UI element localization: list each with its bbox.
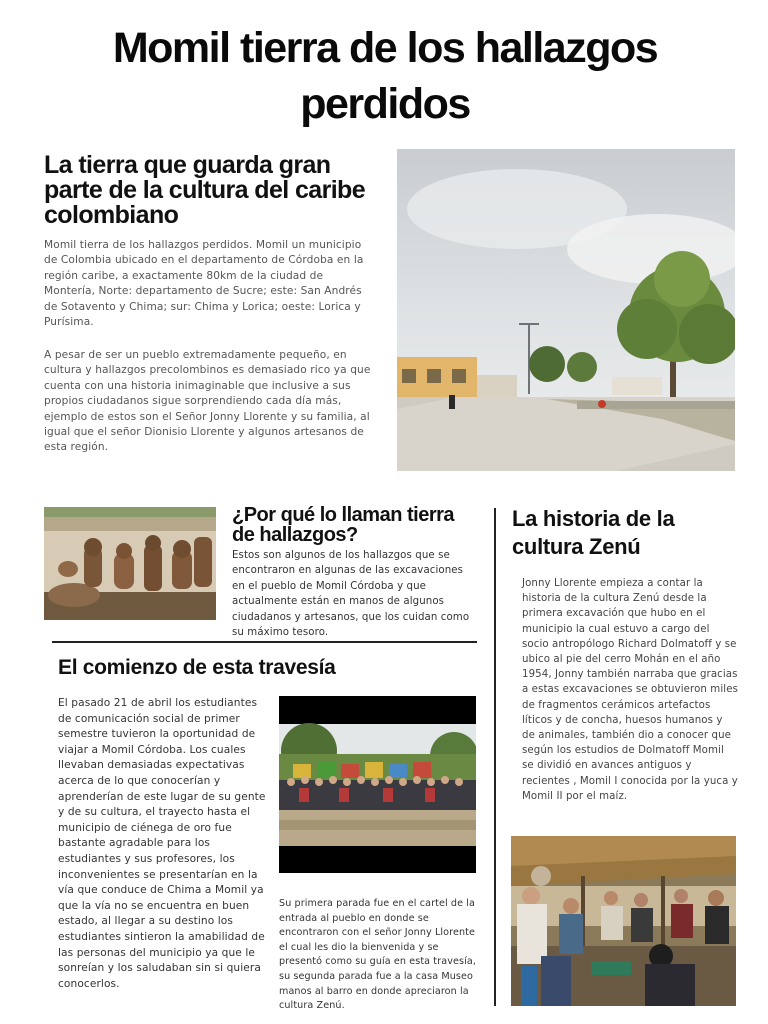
vertical-divider <box>494 508 496 1006</box>
town-square-photo <box>397 149 735 471</box>
travesia-paragraph: El pasado 21 de abril los estudiantes de comunicación social de primer semestre tuvieron la oportunidad de viajar a Momil Córdoba. Los cuales llevaban demasiadas expectativas acerca de lo que conocerían y aprenderían de este lugar de su gente y de su cultura, el trayecto hasta el municipio de ciénega de oro fue bastante agradable para los estudiantes y sus profesores, los inconvenientes se presentarían en la vía que conduce de Chima a Momil ya que la vía no se encuentra en buen estado, al llegar a su destino los estudiantes sintieron la amabilidad de las personas del municipio ya que le sonreían y los saludaban sin si quiera conocerlos. <box>58 697 266 990</box>
group-photo <box>279 696 476 873</box>
section-heading-travesia: El comienzo de esta travesía <box>58 656 336 679</box>
intro-paragraph: Momil tierra de los hallazgos perdidos. Momil un municipio de Colombia ubicado en el departamento de Córdoba en la región caribe, a exactamente 80km de la ciudad de Montería, Norte: departamento de Sucre; este: San Andrés de Sotavento y Chima; sur: Chima y Lorica; oeste: Lorica y Purísima. <box>44 239 364 329</box>
zenu-paragraph: Jonny Llorente empieza a contar la historia de la cultura Zenú desde la primera excavación que hubo en el municipio la cual estuvo a cargo del socio antropólogo Richard Dolmatoff y se ubico al pie del cerro Mohán en el año 1954, Jonny también narraba que gracias a estas excavaciones se obtuvieron miles de fragmentos cerámicos artefactos líticos y de concha, huesos humanos y de animales, también dio a conocer que según los estudios de Dolmatoff Momil se dividió en avances antiguos y recientes , Momil I conocida por la yuca y Momil II por el maíz. <box>522 578 738 802</box>
section-heading-hallazgos: ¿Por qué lo llaman tierra de hallazgos? <box>232 504 455 546</box>
horizontal-divider <box>52 641 477 643</box>
hallazgos-paragraph: Estos son algunos de los hallazgos que se encontraron en algunas de las excavaciones en el pueblo de Momil Córdoba y que actualmente están en manos de algunos ciudadanos y artesanos, que los cuidan como su máximo tesoro. <box>232 550 470 639</box>
parada-paragraph: Su primera parada fue en el cartel de la entrada al pueblo en donde se encontraron con el señor Jonny Llorente el cual les dio la bienvenida y se presentó como su guía en esta travesía, su segunda parada fue a la casa Museo manos al barro en donde apreciaron la cultura Zenú. <box>279 898 476 1012</box>
hut-gathering-photo <box>511 836 736 1006</box>
artifacts-photo <box>44 507 216 620</box>
section-heading-tierra: La tierra que guarda gran parte de la cultura del caribe colombiano <box>44 151 366 229</box>
intro-paragraph-2: A pesar de ser un pueblo extremadamente pequeño, en cultura y hallazgos precolombinos es demasiado rico ya que cuenta con una historia inimaginable que inclusive a sus propios ciudadanos sigue sorprendiendo cada día más, ejemplo de estos son el Señor Jonny Llorente y su familia, al igual que el señor Dionisio Llorente y algunos artesanos de esta región. <box>44 349 371 454</box>
section-heading-zenu: La historia de la cultura Zenú <box>512 506 675 559</box>
page-title: Momil tierra de los hallazgos perdidos <box>112 24 658 128</box>
